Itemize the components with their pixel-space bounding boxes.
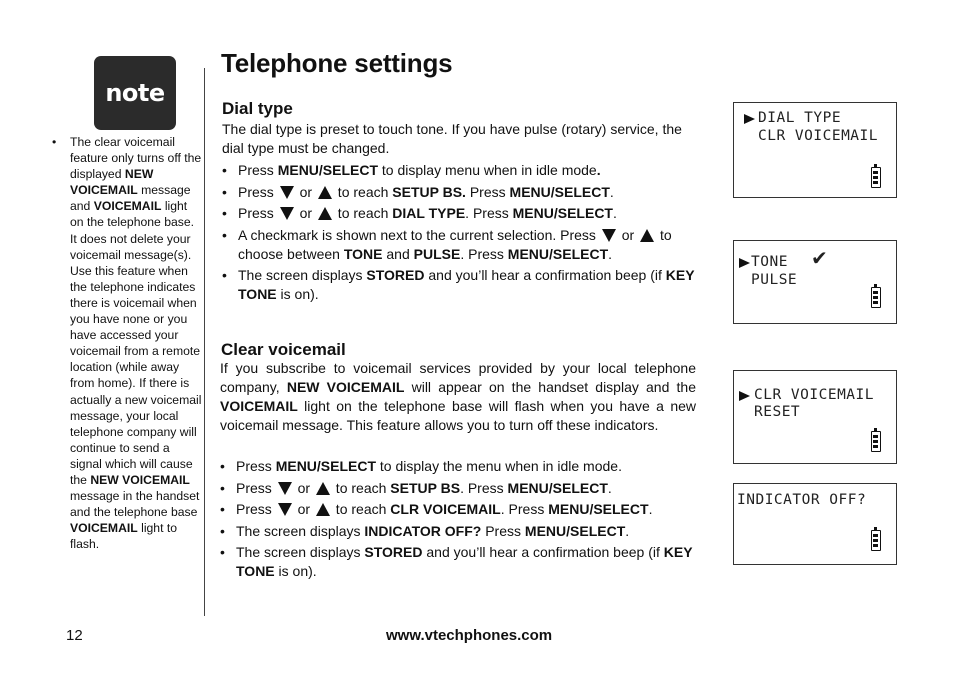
list-item: • A checkmark is shown next to the current selection. Press or to choose between TONE and PULSE. Press MENU/SELECT. [222, 226, 702, 264]
clear-voicemail-heading: Clear voicemail [221, 340, 346, 359]
sidebar-note-text: The clear voicemail feature only turns off the displayed NEW VOICEMAIL message and VOICEMAIL light on the telephone base. It does not delete your voicemail message(s). Use this feature when the telephone indicates there is voicemail when you have none or you have accessed your voicemail from a remote location (while away from home). If there is actually a new voicemail message, your local telephone company will continue to send a signal which will cause the NEW VOICEMAIL message in the handset and the telephone base VOICEMAIL light to flash. [70, 135, 202, 552]
checkmark-icon: ✔ [811, 246, 829, 270]
battery-icon [871, 287, 881, 308]
up-arrow-icon [316, 503, 330, 516]
bold-term: MENU/SELECT [548, 501, 649, 517]
dial-type-intro: The dial type is preset to touch tone. If you have pulse (rotary) service, the dial type must be changed. [222, 121, 682, 156]
bold-term: NEW VOICEMAIL [70, 167, 154, 198]
dial-type-steps [222, 161, 702, 307]
bold-term: VOICEMAIL [220, 398, 298, 414]
page-number: 12 [66, 627, 83, 644]
bold-term: STORED [364, 544, 423, 560]
bold-term: KEY TONE [236, 544, 693, 579]
down-arrow-icon [602, 229, 616, 242]
list-item: • The screen displays INDICATOR OFF? Press MENU/SELECT. [220, 522, 702, 541]
bold-term: VOICEMAIL [70, 521, 138, 536]
bold-term: MENU/SELECT [524, 522, 626, 539]
list-item: • Press or to reach CLR VOICEMAIL. Press MENU/SELECT. [220, 500, 702, 519]
list-item: • The screen displays STORED and you’ll hear a confirmation beep (if KEY TONE is on). [222, 266, 702, 304]
bold-term: MENU/SELECT [509, 183, 610, 200]
up-arrow-icon [640, 229, 654, 242]
list-item: • Press or to reach SETUP BS. Press MENU/SELECT. [222, 183, 702, 202]
note-badge [94, 56, 176, 130]
bold-term: KEY TONE [238, 267, 695, 302]
bold-term: DIAL TYPE [392, 205, 466, 221]
bold-term: MENU/SELECT [277, 162, 379, 178]
lcd-line: TONE [751, 254, 788, 270]
selection-arrow-icon [744, 114, 755, 124]
lcd-line: CLR VOICEMAIL [758, 128, 878, 144]
lcd-line: CLR VOICEMAIL [754, 387, 874, 403]
bold-term: MENU/SELECT [507, 245, 609, 262]
battery-icon [871, 530, 881, 551]
lcd-screen-clr-voicemail [733, 370, 897, 464]
list-item: • Press or to reach SETUP BS. Press MENU/SELECT. [220, 479, 702, 498]
down-arrow-icon [280, 186, 294, 199]
clear-voicemail-intro: If you subscribe to voicemail services provided by your local telephone company, NEW VOICEMAIL will appear on the handset display and the VOICEMAIL light on the telephone base will flash when you have a new voicemail message. This feature allows you to turn off these indicators. [220, 360, 697, 433]
sidebar-note [52, 134, 202, 552]
list-item: • Press MENU/SELECT to display menu when in idle mode. [222, 161, 702, 180]
bold-term: MENU/SELECT [507, 479, 608, 496]
up-arrow-icon [318, 207, 332, 220]
note-label: note [105, 79, 165, 107]
dial-type-heading: Dial type [222, 99, 293, 118]
bold-term: STORED [366, 267, 425, 283]
sidebar-bullet: • [52, 135, 57, 149]
bold-term: SETUP BS. [392, 183, 466, 200]
lcd-screen-indicator-off [733, 483, 897, 565]
up-arrow-icon [316, 482, 330, 495]
bold-term: VOICEMAIL [93, 199, 162, 214]
bold-term: . [596, 162, 601, 178]
bold-term: NEW VOICEMAIL [286, 379, 405, 395]
bold-term: INDICATOR OFF? [364, 522, 482, 539]
selection-arrow-icon [739, 258, 750, 268]
down-arrow-icon [278, 482, 292, 495]
up-arrow-icon [318, 186, 332, 199]
bold-term: TONE [343, 245, 383, 262]
lcd-line: INDICATOR OFF? [737, 492, 867, 508]
bold-term: CLR VOICEMAIL [390, 501, 501, 517]
lcd-line: RESET [754, 404, 801, 420]
bold-term: SETUP BS [390, 479, 461, 496]
bold-term: MENU/SELECT [512, 205, 613, 221]
list-item: • Press or to reach DIAL TYPE. Press MENU/SELECT. [222, 204, 702, 223]
list-item: • The screen displays STORED and you’ll hear a confirmation beep (if KEY TONE is on). [220, 543, 702, 581]
down-arrow-icon [278, 503, 292, 516]
page-title: Telephone settings [221, 48, 453, 78]
down-arrow-icon [280, 207, 294, 220]
bold-term: MENU/SELECT [275, 458, 377, 474]
bold-term: NEW VOICEMAIL [90, 472, 190, 487]
bold-term: PULSE [413, 245, 461, 262]
battery-icon [871, 167, 881, 188]
selection-arrow-icon [739, 391, 750, 401]
lcd-line: DIAL TYPE [758, 110, 842, 126]
list-item: • Press MENU/SELECT to display the menu when in idle mode. [220, 457, 702, 476]
clear-voicemail-steps [220, 457, 702, 584]
website-url: www.vtechphones.com [386, 627, 553, 644]
battery-icon [871, 431, 881, 452]
lcd-screen-tone-pulse [733, 240, 897, 324]
vertical-divider [204, 68, 205, 616]
lcd-screen-dial-type [733, 102, 897, 198]
lcd-line: PULSE [751, 272, 798, 288]
